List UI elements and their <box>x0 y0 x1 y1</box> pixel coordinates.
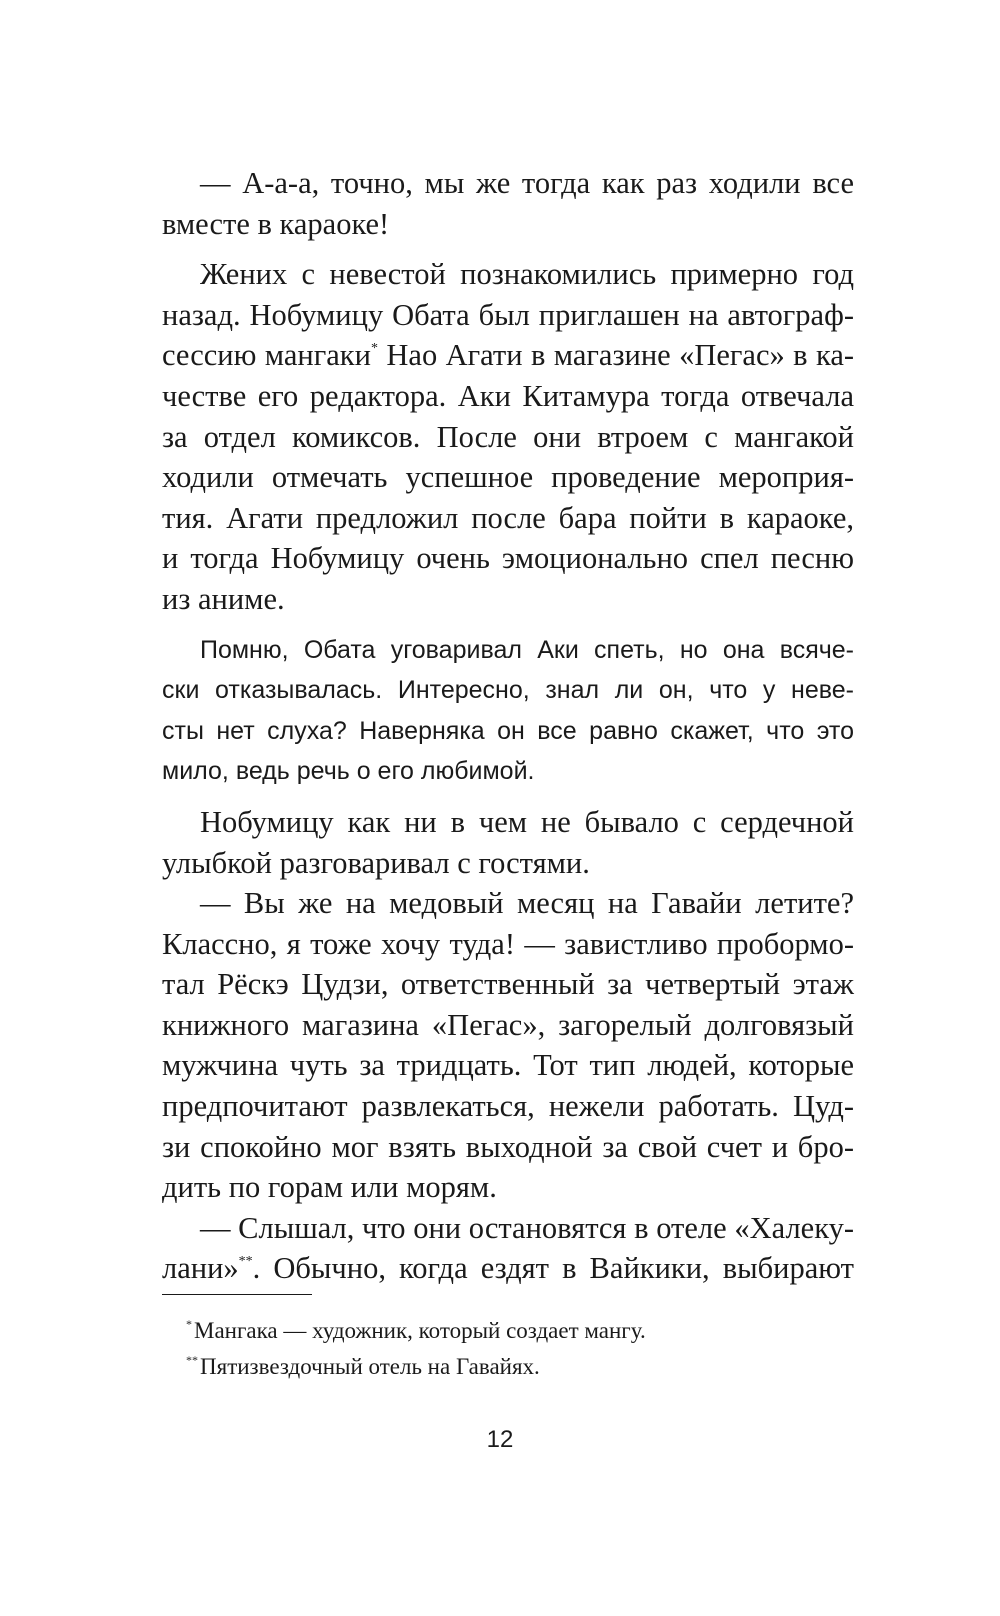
text-line: Классно, я тоже хочу туда! — завистливо пробормо- <box>162 926 854 961</box>
text-line: ходили отмечать успешное проведение мероприя- <box>162 460 854 495</box>
footnote-mark: ** <box>186 1353 198 1367</box>
text-line: честве его редактора. Аки Китамура тогда отвечала <box>162 378 854 413</box>
text-fragment: лани» <box>162 1251 239 1286</box>
text-line: мило, ведь речь о его любимой. <box>162 757 535 786</box>
text-fragment: сессию мангаки <box>162 338 371 373</box>
text-line: из аниме. <box>162 581 285 616</box>
text-line: мужчина чуть за тридцать. Тот тип людей, которые <box>162 1048 854 1083</box>
paragraph <box>162 1208 854 1289</box>
footnote-text: Пятизвездочный отель на Гавайях. <box>200 1354 540 1379</box>
footnote-marker: ** <box>238 1254 253 1270</box>
text-fragment: Нао Агати в магазине «Пегас» в ка- <box>386 338 855 373</box>
footnote-marker: * <box>370 341 378 357</box>
text-line-with-footnote <box>162 335 854 376</box>
text-line: тал Рёскэ Цудзи, ответственный за четвертый этаж <box>162 967 854 1002</box>
text-line: дить по горам или морям. <box>162 1170 497 1205</box>
paragraph <box>162 883 854 1208</box>
text-line: зи спокойно мог взять выходной за свой счет и бро- <box>162 1129 854 1164</box>
text-line-with-footnote <box>162 1248 854 1289</box>
text-line: — Вы же на медовый месяц на Гавайи летите? <box>200 886 854 921</box>
text-line: — А-а-а, точно, мы же тогда как раз ходили все <box>200 166 854 200</box>
text-fragment: . Обычно, когда ездят в Вайкики, выбирают <box>252 1251 854 1286</box>
paragraph <box>162 802 854 883</box>
text-line: Жених с невестой познакомились примерно год <box>200 257 854 292</box>
footnote-mark: * <box>186 1317 192 1331</box>
inner-thought-paragraph <box>162 630 854 792</box>
footnotes <box>186 1313 866 1385</box>
page-number: 12 <box>486 1426 514 1453</box>
text-line: предпочитают развлекаться, нежели работать. Цуд- <box>162 1089 854 1124</box>
text-line: сты нет слуха? Наверняка он все равно скажет, что это <box>162 716 854 745</box>
text-line: тия. Агати предложил после бара пойти в караоке, <box>162 500 854 535</box>
footnote <box>186 1313 866 1349</box>
footnote <box>186 1349 866 1385</box>
text-line: книжного магазина «Пегас», загорелый долговязый <box>162 1007 854 1042</box>
text-line: и тогда Нобумицу очень эмоционально спел песню <box>162 541 854 576</box>
footnote-text: Мангака — художник, который создает мангу. <box>194 1318 646 1343</box>
text-line: Помню, Обата уговаривал Аки спеть, но она всяче- <box>200 635 854 664</box>
paragraph <box>162 254 854 619</box>
text-line: улыбкой разговаривал с гостями. <box>162 845 590 880</box>
text-line: Нобумицу как ни в чем не бывало с сердечной <box>200 804 854 839</box>
text-line: вместе в караоке! <box>162 206 390 241</box>
footnote-divider <box>162 1294 312 1295</box>
text-line: ски отказывалась. Интересно, знал ли он, что у неве- <box>162 676 854 705</box>
body-text <box>162 163 854 1299</box>
text-line: — Слышал, что они остановятся в отеле «Халеку- <box>200 1210 854 1245</box>
text-line: за отдел комиксов. После они втроем с мангакой <box>162 419 854 454</box>
text-line: назад. Нобумицу Обата был приглашен на автограф- <box>162 297 854 332</box>
paragraph <box>162 163 854 244</box>
